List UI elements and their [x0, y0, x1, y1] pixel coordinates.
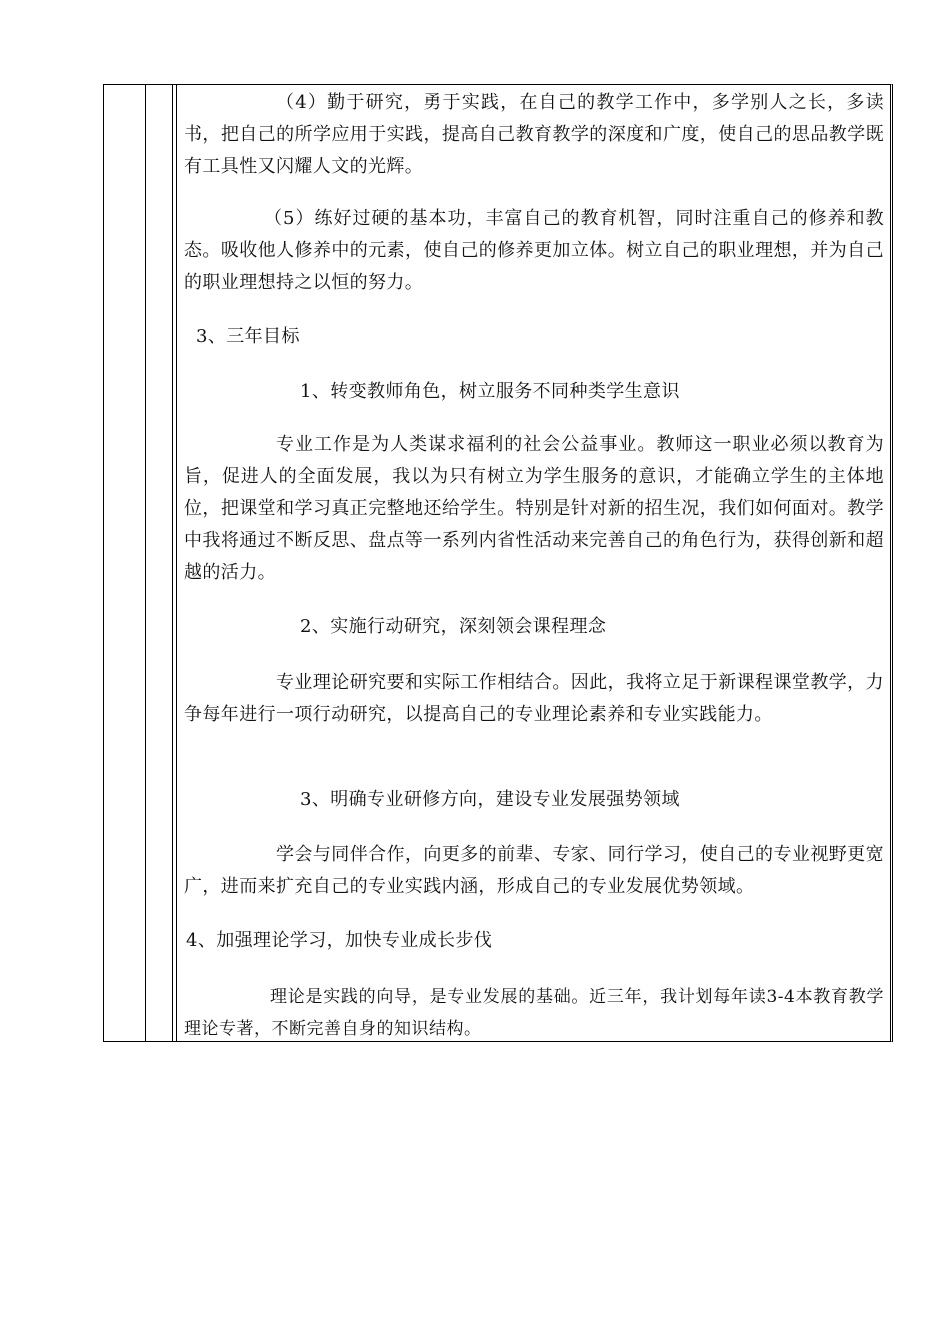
goal-4-title: 4、加强理论学习，加快专业成长步伐 [186, 930, 493, 951]
document-table [103, 84, 893, 1042]
paragraph-item-4: （4）勤于研究，勇于实践，在自己的教学工作中，多学别人之长，多读书，把自己的所学应用于实践，提高自己教育教学的深度和广度，使自己的思品教学既有工具性又闪耀人文的光辉。 [184, 92, 884, 177]
table-column-divider [145, 85, 146, 1041]
goal-2-body: 专业理论研究要和实际工作相结合。因此，我将立足于新课程课堂教学，力争每年进行一项行动研究，以提高自己的专业理论素养和专业实践能力。 [184, 672, 884, 725]
section-heading-three-year-goals: 3、三年目标 [196, 326, 300, 347]
goal-3-title: 3、明确专业研修方向，建设专业发展强势领域 [300, 789, 680, 810]
table-column-divider [176, 85, 177, 1041]
goal-3-body: 学会与同伴合作，向更多的前辈、专家、同行学习，使自己的专业视野更宽广，进而来扩充自己的专业实践内涵，形成自己的专业发展优势领域。 [184, 844, 884, 897]
goal-1-body: 专业工作是为人类谋求福利的社会公益事业。教师这一职业必须以教育为旨，促进人的全面发展，我以为只有树立为学生服务的意识，才能确立学生的主体地位，把课堂和学习真正完整地还给学生。特别是针对新的招生况，我们如何面对。教学中我将通过不断反思、盘点等一系列内省性活动来完善自己的角色行为，获得创新和超越的活力。 [184, 434, 884, 583]
table-column-divider [172, 85, 173, 1041]
paragraph-item-5: （5）练好过硬的基本功，丰富自己的教育机智，同时注重自己的修养和教态。吸收他人修养中的元素，使自己的修养更加立体。树立自己的职业理想，并为自己的职业理想持之以恒的努力。 [184, 208, 884, 293]
goal-4-body: 理论是实践的向导，是专业发展的基础。近三年，我计划每年读3-4本教育教学理论专著，不断完善自身的知识结构。 [184, 987, 884, 1039]
goal-1-title: 1、转变教师角色，树立服务不同种类学生意识 [300, 381, 680, 402]
goal-2-title: 2、实施行动研究，深刻领会课程理念 [300, 616, 607, 637]
